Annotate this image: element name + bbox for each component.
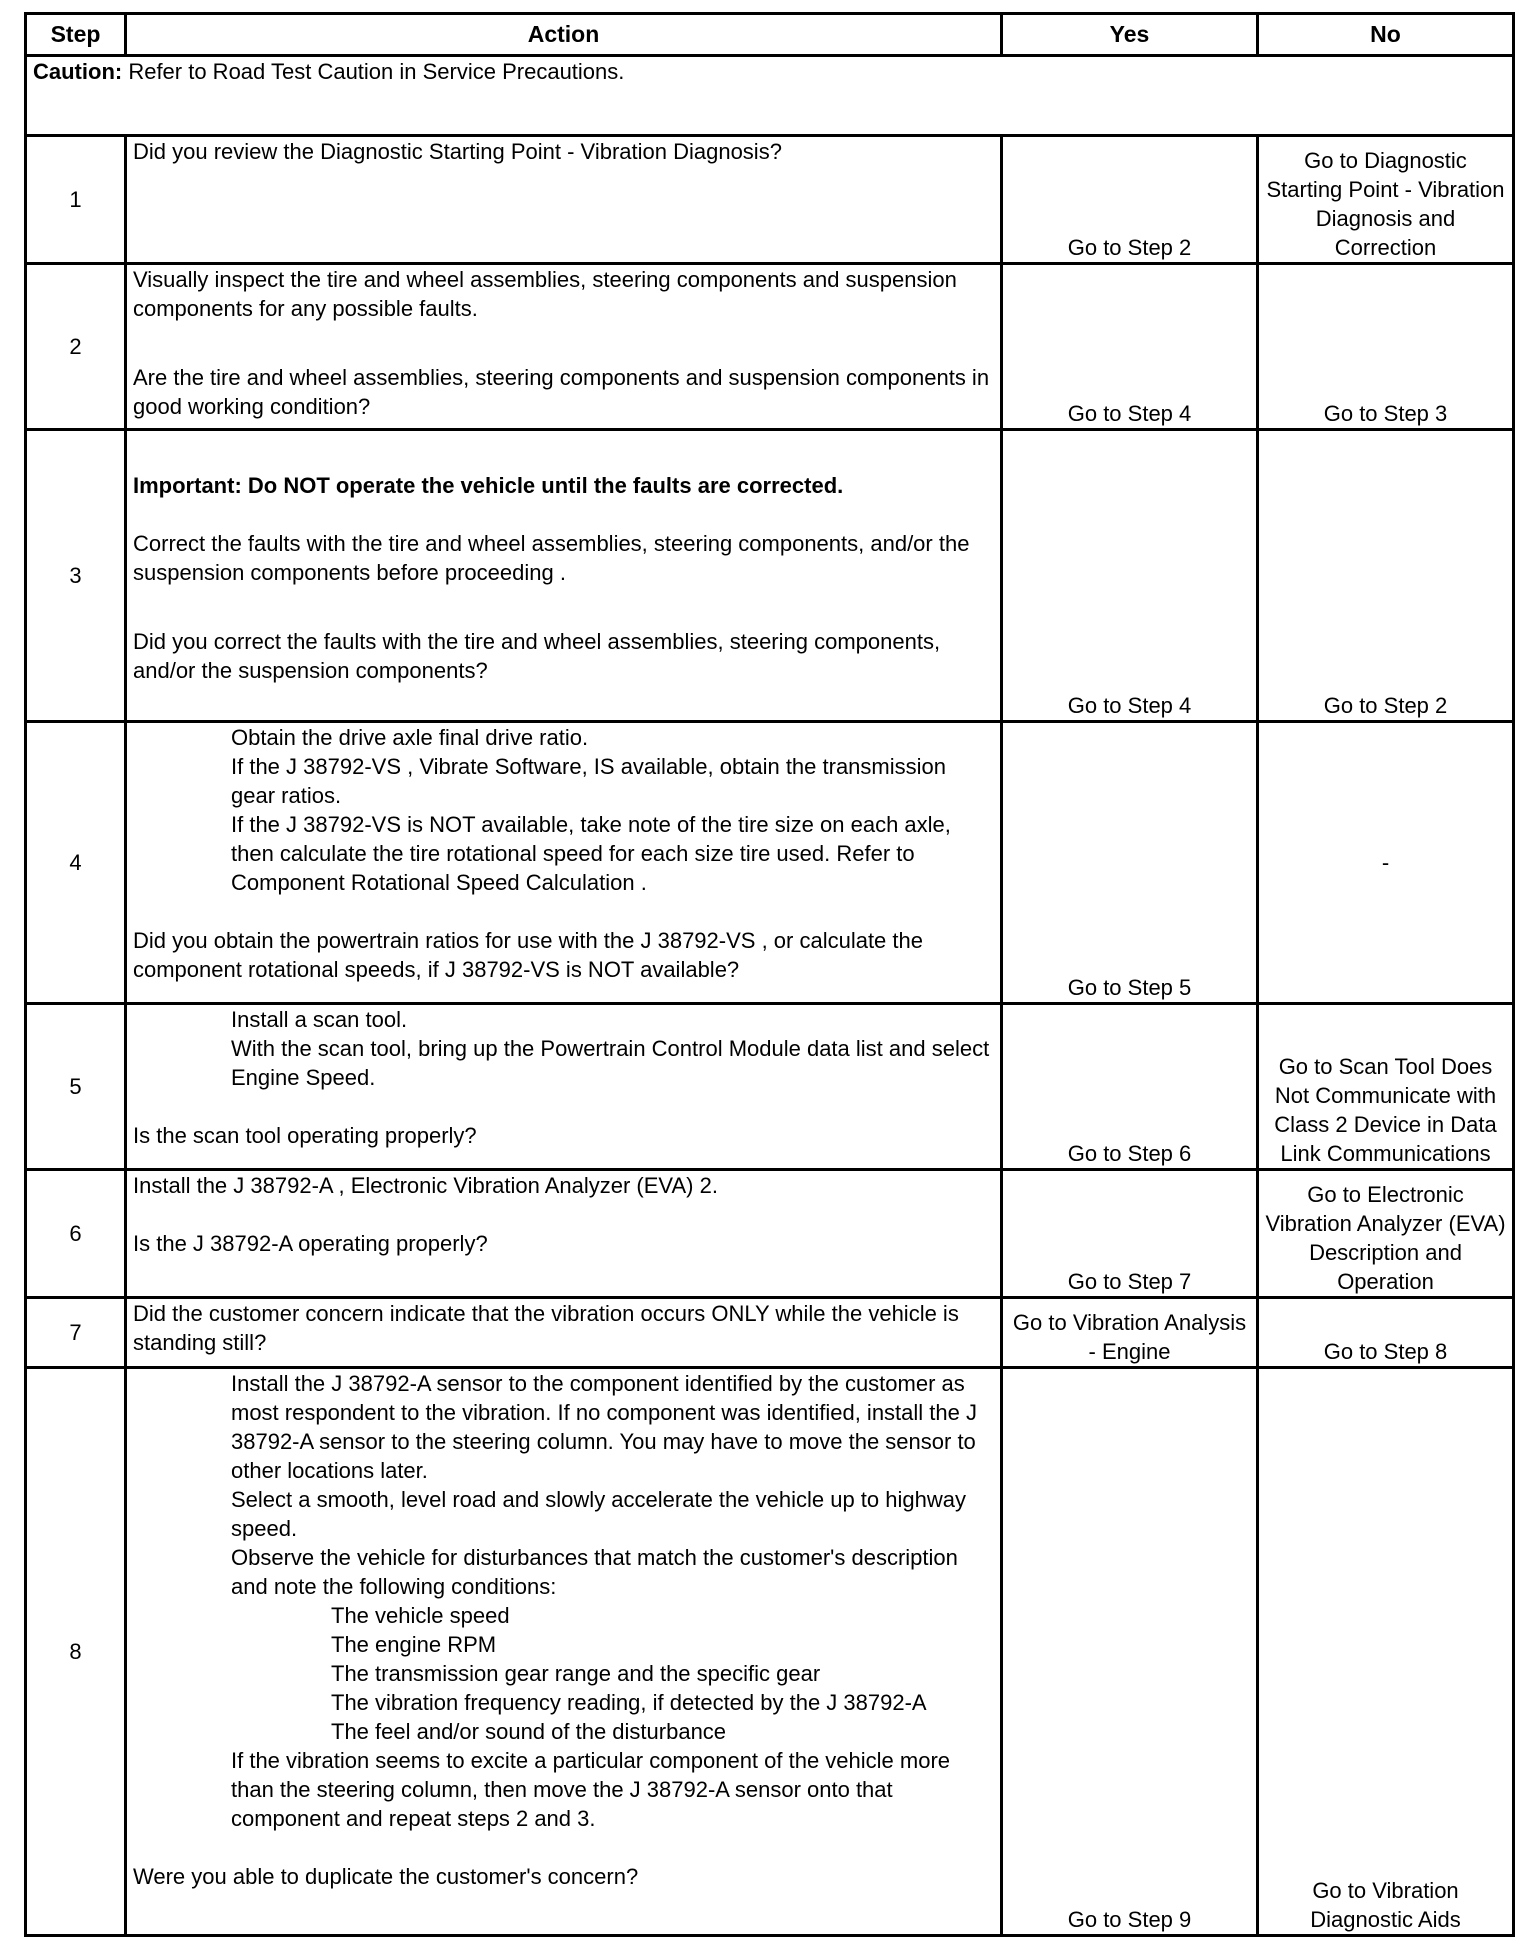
sub-bullet-item: The vehicle speed — [331, 1603, 510, 1628]
step-number: 6 — [26, 1170, 126, 1298]
no-result: Go to Vibration Diagnostic Aids — [1258, 1368, 1514, 1936]
action-question: Were you able to duplicate the customer's concern? — [133, 1864, 639, 1889]
yes-result: Go to Step 6 — [1002, 1004, 1258, 1170]
step-number: 2 — [26, 264, 126, 430]
action-text: Correct the faults with the tire and wheel assemblies, steering components, and/or the suspension components before proceeding . — [133, 531, 970, 585]
action-text: Did you review the Diagnostic Starting Point - Vibration Diagnosis? — [133, 139, 782, 164]
caution-row — [26, 56, 1514, 136]
action-cell — [126, 722, 1002, 1004]
yes-result: Go to Step 4 — [1002, 264, 1258, 430]
yes-result: Go to Step 9 — [1002, 1368, 1258, 1936]
action-text: Visually inspect the tire and wheel assemblies, steering components and suspension components for any possible faults. — [133, 267, 957, 321]
bullet-item: Observe the vehicle for disturbances that match the customer's description and note the following conditions: — [231, 1545, 958, 1599]
action-cell — [126, 1170, 1002, 1298]
bullet-item: Install a scan tool. — [231, 1007, 408, 1032]
header-yes: Yes — [1002, 14, 1258, 56]
yes-result: Go to Step 7 — [1002, 1170, 1258, 1298]
action-cell — [126, 1004, 1002, 1170]
header-step: Step — [26, 14, 126, 56]
action-question: Is the J 38792-A operating properly? — [133, 1231, 488, 1256]
table-row — [26, 264, 1514, 430]
no-result: - — [1258, 722, 1514, 1004]
table-row — [26, 136, 1514, 264]
no-result: Go to Step 3 — [1258, 264, 1514, 430]
bullet-item: Obtain the drive axle final drive ratio. — [231, 725, 589, 750]
yes-result: Go to Step 5 — [1002, 722, 1258, 1004]
action-question: Are the tire and wheel assemblies, steering components and suspension components in good working condition? — [133, 365, 990, 419]
sub-bullet-item: The vibration frequency reading, if detected by the J 38792-A — [331, 1690, 927, 1715]
step-number: 5 — [26, 1004, 126, 1170]
no-result: Go to Step 8 — [1258, 1298, 1514, 1368]
bullet-item: If the J 38792-VS is NOT available, take note of the tire size on each axle, then calculate the tire rotational speed for each size tire used. Refer to Component Rotational Speed Calculation . — [231, 812, 951, 895]
table-row — [26, 722, 1514, 1004]
no-result: Go to Electronic Vibration Analyzer (EVA) Description and Operation — [1258, 1170, 1514, 1298]
table-row — [26, 430, 1514, 722]
action-question: Is the scan tool operating properly? — [133, 1123, 477, 1148]
header-no: No — [1258, 14, 1514, 56]
sub-bullet-item: The engine RPM — [331, 1632, 497, 1657]
action-question: Did you obtain the powertrain ratios for use with the J 38792-VS , or calculate the component rotational speeds, if J 38792-VS is NOT available? — [133, 928, 923, 982]
action-cell — [126, 136, 1002, 264]
action-cell — [126, 1368, 1002, 1936]
bullet-item: With the scan tool, bring up the Powertrain Control Module data list and select Engine Speed. — [231, 1036, 990, 1090]
diagnostic-table — [24, 12, 1515, 1937]
no-result: Go to Scan Tool Does Not Communicate with Class 2 Device in Data Link Communications — [1258, 1004, 1514, 1170]
header-row — [26, 14, 1514, 56]
yes-result: Go to Step 2 — [1002, 136, 1258, 264]
table-row — [26, 1298, 1514, 1368]
step-number: 3 — [26, 430, 126, 722]
action-question: Did the customer concern indicate that the vibration occurs ONLY while the vehicle is standing still? — [133, 1301, 959, 1355]
sub-bullet-item: The transmission gear range and the specific gear — [331, 1661, 821, 1686]
step-number: 8 — [26, 1368, 126, 1936]
step-number: 4 — [26, 722, 126, 1004]
bullet-item: If the J 38792-VS , Vibrate Software, IS available, obtain the transmission gear ratios. — [231, 754, 946, 808]
no-result: Go to Diagnostic Starting Point - Vibration Diagnosis and Correction — [1258, 136, 1514, 264]
action-cell — [126, 430, 1002, 722]
table-row — [26, 1004, 1514, 1170]
bullet-item: If the vibration seems to excite a particular component of the vehicle more than the steering column, then move the J 38792-A sensor onto that component and repeat steps 2 and 3. — [231, 1748, 951, 1831]
bullet-item: Install the J 38792-A sensor to the component identified by the customer as most respondent to the vibration. If no component was identified, install the J 38792-A sensor to the steering column. You may have to move the sensor to other locations later. — [231, 1371, 977, 1483]
no-result: Go to Step 2 — [1258, 430, 1514, 722]
header-action: Action — [126, 14, 1002, 56]
yes-result: Go to Step 4 — [1002, 430, 1258, 722]
action-text: Install the J 38792-A , Electronic Vibration Analyzer (EVA) 2. — [133, 1173, 718, 1198]
caution-text: Refer to Road Test Caution in Service Precautions. — [122, 59, 625, 84]
sub-bullet-item: The feel and/or sound of the disturbance — [331, 1719, 727, 1744]
bullet-item: Select a smooth, level road and slowly accelerate the vehicle up to highway speed. — [231, 1487, 966, 1541]
action-cell — [126, 1298, 1002, 1368]
caution-label: Caution: — [33, 59, 123, 84]
action-question: Did you correct the faults with the tire and wheel assemblies, steering components, and/or the suspension components? — [133, 629, 941, 683]
table-row — [26, 1170, 1514, 1298]
table-row — [26, 1368, 1514, 1936]
important-note: Important: Do NOT operate the vehicle until the faults are corrected. — [133, 473, 844, 498]
caution-cell — [26, 56, 1514, 136]
step-number: 1 — [26, 136, 126, 264]
action-cell — [126, 264, 1002, 430]
yes-result: Go to Vibration Analysis - Engine — [1002, 1298, 1258, 1368]
step-number: 7 — [26, 1298, 126, 1368]
